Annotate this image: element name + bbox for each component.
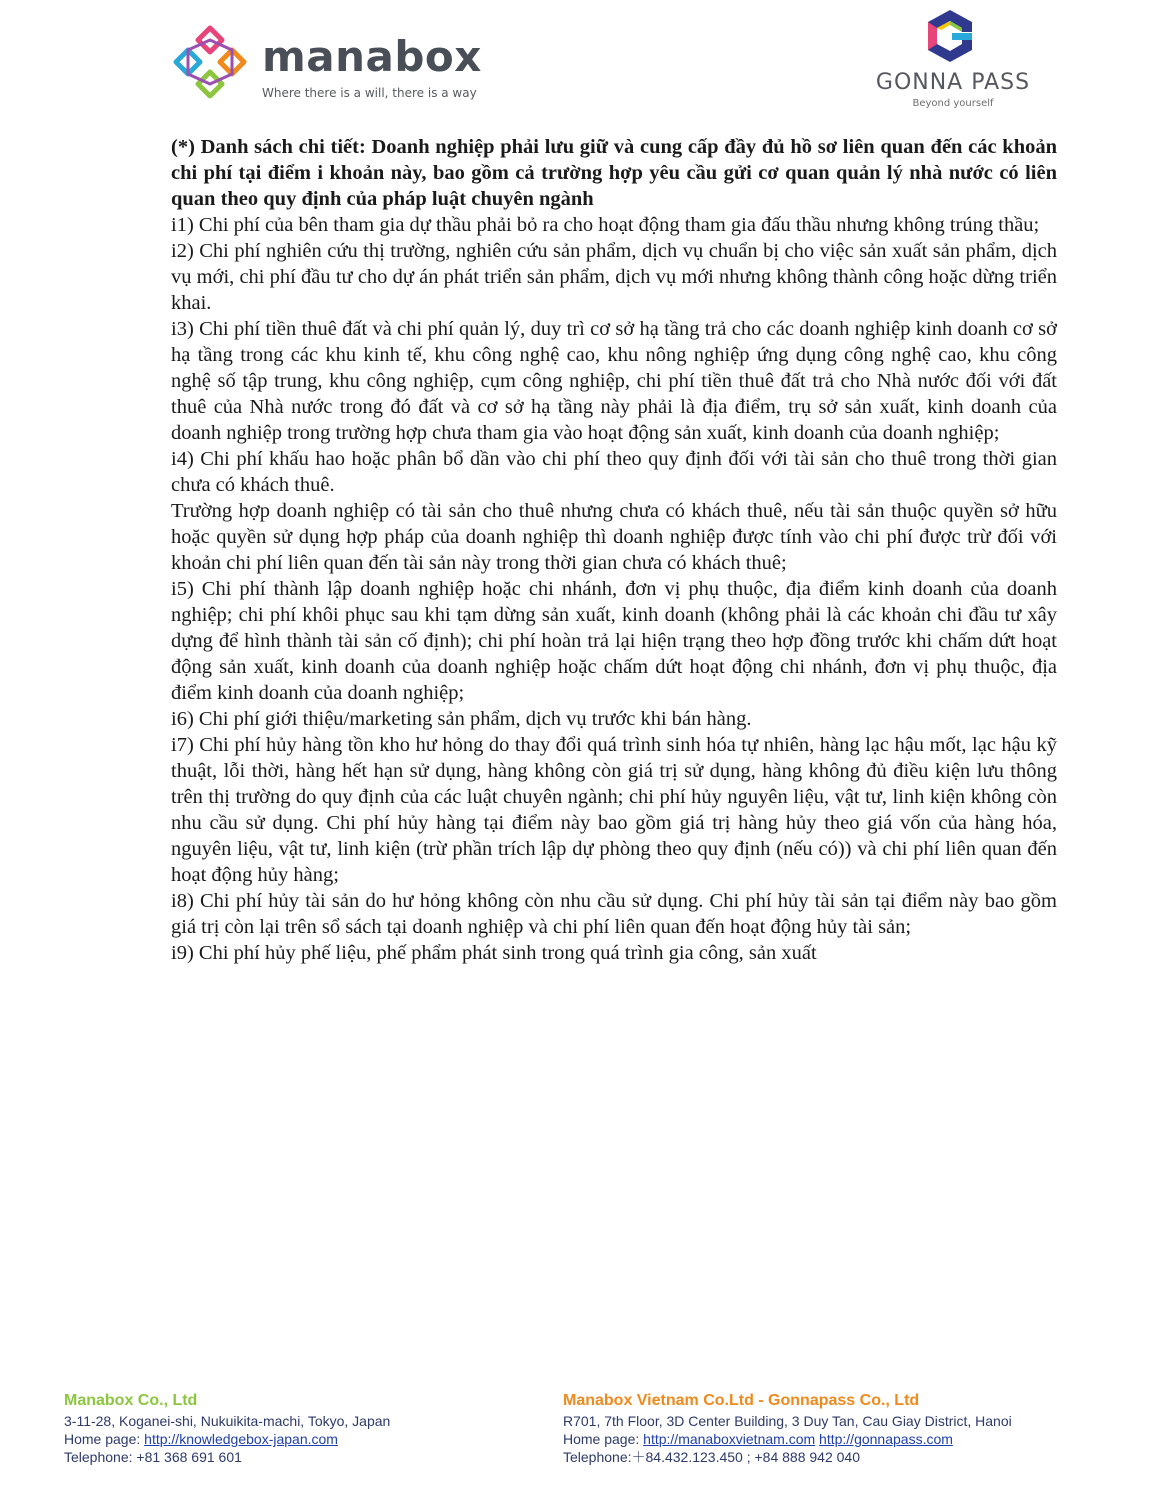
gonnapass-logo-icon [922, 6, 978, 66]
footer-japan-telephone: Telephone: +81 368 691 601 [64, 1449, 242, 1465]
footer-japan-title: Manabox Co., Ltd [64, 1392, 198, 1409]
gonnapass-logo [858, 6, 1048, 116]
manabox-wordmark: manabox [262, 32, 482, 81]
document-body [171, 134, 1057, 966]
footer-vietnam-address: R701, 7th Floor, 3D Center Building, 3 Duy Tan, Cau Giay District, Hanoi [563, 1413, 1012, 1429]
footer-japan-homepage-label: Home page: [64, 1431, 145, 1447]
gonnapass-tagline: Beyond yourself [912, 98, 994, 109]
page-footer [0, 1390, 1159, 1500]
paragraph-i6: i6) Chi phí giới thiệu/marketing sản phẩm, dịch vụ trước khi bán hàng. [171, 708, 752, 730]
footer-vietnam-homepage [563, 1430, 1123, 1448]
footer-vietnam-homepage-link-gonnapass[interactable]: http://gonnapass.com [819, 1431, 953, 1447]
lead-paragraph: (*) Danh sách chi tiết: Doanh nghiệp phải lưu giữ và cung cấp đầy đủ hồ sơ liên quan đến các khoản chi phí tại điểm i khoản này, bao gồm cả trường hợp yêu cầu gửi cơ quan quản lý nhà nước có liên quan theo quy định của pháp luật chuyên ngành [171, 136, 1057, 210]
footer-vietnam-title: Manabox Vietnam Co.Ltd - Gonnapass Co., Ltd [563, 1392, 920, 1409]
paragraph-i9: i9) Chi phí hủy phế liệu, phế phẩm phát sinh trong quá trình gia công, sản xuất [171, 942, 817, 964]
paragraph-i4: i4) Chi phí khấu hao hoặc phân bổ dần vào chi phí theo quy định đối với tài sản cho thuê trong thời gian chưa có khách thuê. [171, 448, 1057, 496]
paragraph-i7: i7) Chi phí hủy hàng tồn kho hư hỏng do thay đổi quá trình sinh hóa tự nhiên, hàng lạc hậu mốt, lạc hậu kỹ thuật, lỗi thời, hàng hết hạn sử dụng, hàng không còn giá trị sử dụng, hàng không đủ điều kiện lưu thông trên thị trường do quy định của các luật chuyên ngành; chi phí hủy nguyên liệu, vật tư, linh kiện không còn nhu cầu sử dụng. Chi phí hủy hàng tại điểm này bao gồm giá trị hàng hủy theo giá vốn của hàng hóa, nguyên liệu, vật tư, linh kiện (trừ phần trích lập dự phòng theo quy định (nếu có)) và chi phí liên quan đến hoạt động hủy hàng; [171, 734, 1057, 886]
manabox-tagline: Where there is a will, there is a way [262, 86, 477, 100]
manabox-logo-icon [170, 22, 250, 102]
paragraph-i3: i3) Chi phí tiền thuê đất và chi phí quản lý, duy trì cơ sở hạ tầng trả cho các doanh nghiệp kinh doanh cơ sở hạ tầng trong các khu kinh tế, khu công nghệ cao, khu nông nghiệp ứng dụng công nghệ cao, khu công nghệ số tập trung, khu công nghiệp, cụm công nghiệp, chi phí tiền thuê đất trả cho Nhà nước đối với đất thuê của Nhà nước trong đó đất và cơ sở hạ tầng này phải là địa điểm, trụ sở sản xuất, kinh doanh của doanh nghiệp trong trường hợp chưa tham gia vào hoạt động sản xuất, kinh doanh của doanh nghiệp; [171, 318, 1057, 444]
paragraph-i4-note: Trường hợp doanh nghiệp có tài sản cho thuê nhưng chưa có khách thuê, nếu tài sản thuộc quyền sở hữu hoặc quyền sử dụng hợp pháp của doanh nghiệp thì doanh nghiệp được tính vào chi phí được trừ đối với khoản chi phí liên quan đến tài sản này trong thời gian chưa có khách thuê; [171, 500, 1057, 574]
paragraph-i2: i2) Chi phí nghiên cứu thị trường, nghiên cứu sản phẩm, dịch vụ chuẩn bị cho việc sản xuất sản phẩm, dịch vụ mới, chi phí đầu tư cho dự án phát triển sản phẩm, dịch vụ mới nhưng không thành công hoặc dừng triển khai. [171, 240, 1057, 314]
footer-japan-homepage [64, 1430, 534, 1448]
footer-vietnam-homepage-label: Home page: [563, 1431, 644, 1447]
footer-vietnam-telephone: Telephone:＋84.432.123.450 ; +84 888 942 040 [563, 1449, 860, 1465]
footer-japan-office [64, 1390, 534, 1466]
footer-japan-address: 3-11-28, Koganei-shi, Nukuikita-machi, Tokyo, Japan [64, 1413, 391, 1429]
manabox-logo [170, 22, 500, 112]
footer-vietnam-office [563, 1390, 1123, 1466]
page-header [0, 0, 1159, 130]
footer-japan-homepage-link[interactable]: http://knowledgebox-japan.com [144, 1431, 338, 1447]
paragraph-i5: i5) Chi phí thành lập doanh nghiệp hoặc chi nhánh, đơn vị phụ thuộc, địa điểm kinh doanh của doanh nghiệp; chi phí khôi phục sau khi tạm dừng sản xuất, kinh doanh (không phải là các khoản chi đầu tư xây dựng để hình thành tài sản cố định); chi phí hoàn trả lại hiện trạng theo hợp đồng trước khi chấm dứt hoạt động sản xuất, kinh doanh của doanh nghiệp hoặc chấm dứt hoạt động chi nhánh, đơn vị phụ thuộc, địa điểm kinh doanh của doanh nghiệp; [171, 578, 1057, 704]
paragraph-i1: i1) Chi phí của bên tham gia dự thầu phải bỏ ra cho hoạt động tham gia đấu thầu nhưng không trúng thầu; [171, 214, 1040, 236]
footer-vietnam-homepage-link-manabox[interactable]: http://manaboxvietnam.com [643, 1431, 816, 1447]
paragraph-i8: i8) Chi phí hủy tài sản do hư hỏng không còn nhu cầu sử dụng. Chi phí hủy tài sản tại điểm này bao gồm giá trị còn lại trên sổ sách tại doanh nghiệp và chi phí liên quan đến hoạt động hủy tài sản; [171, 890, 1057, 938]
gonnapass-wordmark: GONNA PASS [875, 70, 1031, 95]
